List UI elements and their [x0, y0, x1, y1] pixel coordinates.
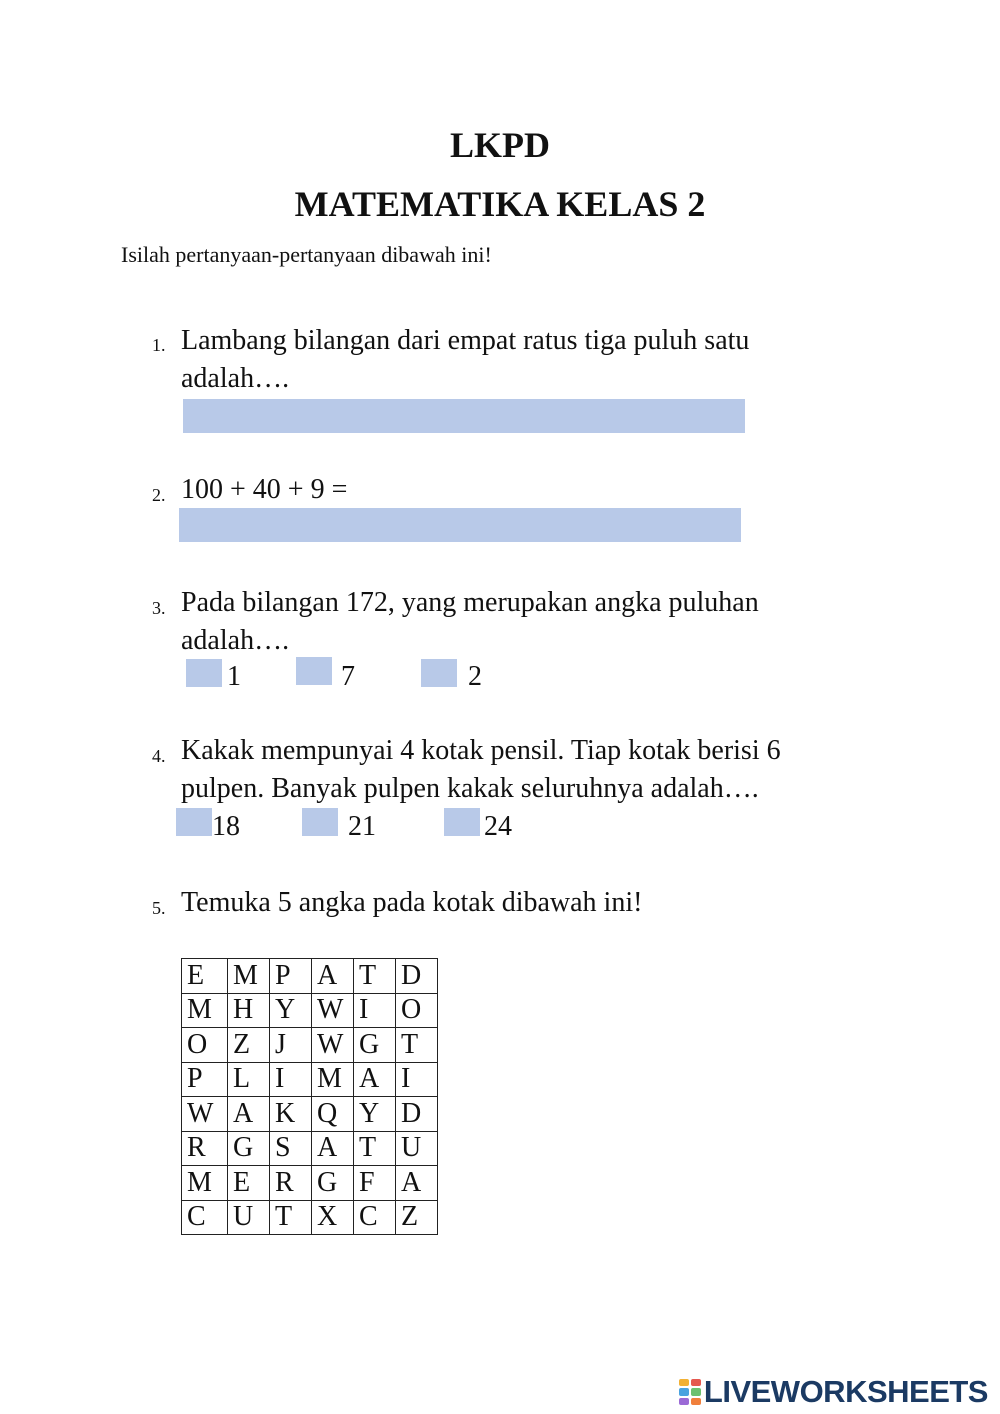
grid-cell: R: [270, 1166, 312, 1201]
grid-cell: A: [228, 1097, 270, 1132]
question-number: 4.: [152, 746, 166, 766]
grid-cell: X: [312, 1200, 354, 1235]
grid-row: [182, 959, 438, 994]
grid-row: [182, 1166, 438, 1201]
grid-cell: W: [312, 1028, 354, 1063]
question-2-text: 100 + 40 + 9 =: [181, 474, 348, 505]
answer-2-input[interactable]: [179, 508, 741, 542]
question-5-text: Temuka 5 angka pada kotak dibawah ini!: [181, 887, 643, 918]
option-checkbox[interactable]: [176, 808, 212, 836]
question-number: 5.: [152, 898, 166, 918]
question-4-text: [181, 732, 781, 808]
grid-cell: I: [396, 1062, 438, 1097]
grid-cell: Z: [396, 1200, 438, 1235]
question-number: 3.: [152, 598, 166, 618]
grid-cell: E: [182, 959, 228, 994]
question-line: adalah….: [181, 363, 290, 394]
question-line: adalah….: [181, 625, 290, 656]
option-label: 1: [227, 661, 241, 692]
option-checkbox[interactable]: [186, 659, 222, 687]
grid-cell: O: [396, 993, 438, 1028]
grid-cell: P: [270, 959, 312, 994]
grid-row: [182, 1200, 438, 1235]
grid-cell: A: [312, 959, 354, 994]
question-line: Pada bilangan 172, yang merupakan angka puluhan: [181, 587, 759, 618]
grid-cell: W: [182, 1097, 228, 1132]
option-checkbox[interactable]: [296, 657, 332, 685]
grid-cell: A: [396, 1166, 438, 1201]
grid-cell: T: [396, 1028, 438, 1063]
option-label: 21: [348, 811, 376, 842]
grid-row: [182, 1097, 438, 1132]
grid-cell: U: [228, 1200, 270, 1235]
grid-cell: C: [182, 1200, 228, 1235]
grid-cell: P: [182, 1062, 228, 1097]
grid-cell: R: [182, 1131, 228, 1166]
page-title: LKPD: [449, 125, 550, 165]
option-label: 7: [341, 661, 355, 692]
grid-cell: H: [228, 993, 270, 1028]
question-1-text: [181, 322, 749, 398]
grid-cell: W: [312, 993, 354, 1028]
grid-cell: I: [354, 993, 396, 1028]
option-label: 24: [484, 811, 512, 842]
question-number: 1.: [152, 335, 166, 355]
grid-cell: Z: [228, 1028, 270, 1063]
grid-cell: M: [228, 959, 270, 994]
grid-cell: U: [396, 1131, 438, 1166]
question-line: Lambang bilangan dari empat ratus tiga puluh satu: [181, 325, 750, 356]
grid-cell: J: [270, 1028, 312, 1063]
grid-cell: G: [312, 1166, 354, 1201]
answer-1-input[interactable]: [183, 399, 745, 433]
option-checkbox[interactable]: [302, 808, 338, 836]
grid-cell: D: [396, 959, 438, 994]
grid-cell: T: [270, 1200, 312, 1235]
question-line: pulpen. Banyak pulpen kakak seluruhnya adalah….: [181, 773, 759, 804]
grid-cell: L: [228, 1062, 270, 1097]
grid-cell: D: [396, 1097, 438, 1132]
grid-row: [182, 993, 438, 1028]
grid-cell: Y: [354, 1097, 396, 1132]
instruction-text: Isilah pertanyaan-pertanyaan dibawah ini!: [121, 242, 492, 267]
grid-cell: O: [182, 1028, 228, 1063]
letter-grid: [181, 958, 438, 1235]
grid-cell: K: [270, 1097, 312, 1132]
grid-row: [182, 1062, 438, 1097]
grid-cell: G: [228, 1131, 270, 1166]
liveworksheets-logo-text: LIVEWORKSHEETS: [703, 1374, 988, 1409]
grid-cell: C: [354, 1200, 396, 1235]
grid-cell: S: [270, 1131, 312, 1166]
question-line: Kakak mempunyai 4 kotak pensil. Tiap kotak berisi 6: [181, 735, 781, 766]
grid-cell: M: [182, 993, 228, 1028]
option-label: 18: [212, 811, 240, 842]
option-checkbox[interactable]: [421, 659, 457, 687]
grid-cell: A: [312, 1131, 354, 1166]
grid-row: [182, 1131, 438, 1166]
grid-cell: M: [312, 1062, 354, 1097]
option-checkbox[interactable]: [444, 808, 480, 836]
grid-cell: Q: [312, 1097, 354, 1132]
grid-cell: I: [270, 1062, 312, 1097]
grid-cell: G: [354, 1028, 396, 1063]
question-3-text: [181, 584, 759, 660]
grid-cell: T: [354, 1131, 396, 1166]
grid-cell: M: [182, 1166, 228, 1201]
grid-cell: A: [354, 1062, 396, 1097]
question-number: 2.: [152, 485, 166, 505]
option-label: 2: [468, 661, 482, 692]
liveworksheets-logo-icon: [679, 1379, 701, 1405]
grid-row: [182, 1028, 438, 1063]
page-subtitle: MATEMATIKA KELAS 2: [294, 184, 706, 224]
grid-cell: Y: [270, 993, 312, 1028]
grid-cell: T: [354, 959, 396, 994]
grid-cell: E: [228, 1166, 270, 1201]
grid-cell: F: [354, 1166, 396, 1201]
liveworksheets-logo: [679, 1374, 988, 1410]
